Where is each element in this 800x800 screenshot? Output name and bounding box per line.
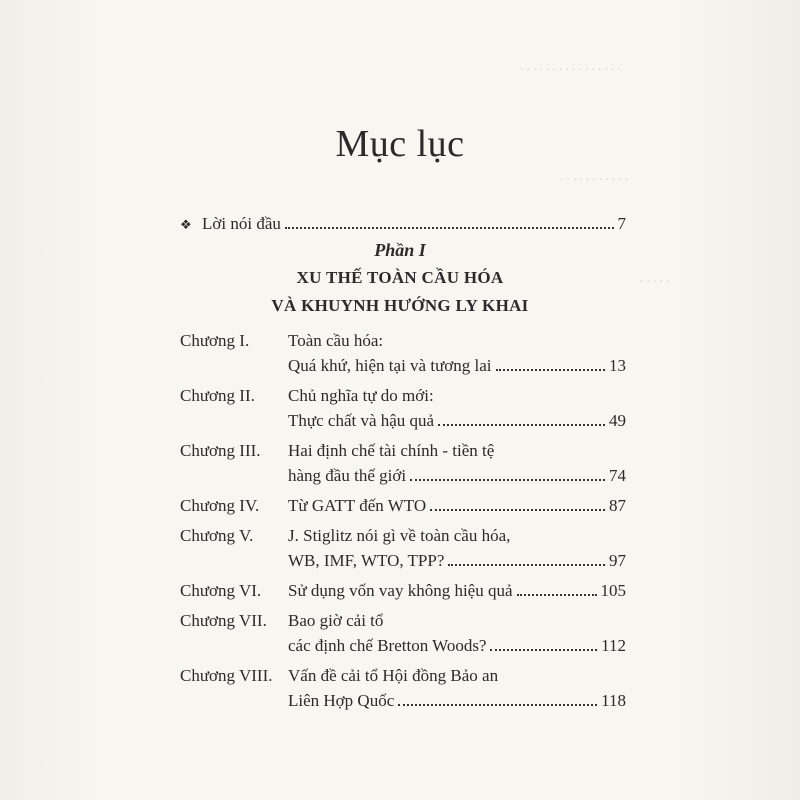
toc-chapter-entry xyxy=(180,493,626,518)
dot-leader xyxy=(410,478,605,481)
toc-page-number: 13 xyxy=(609,356,626,375)
toc-page-number: 49 xyxy=(609,411,626,430)
toc-page-number: 7 xyxy=(617,214,626,233)
toc-chapter-entry xyxy=(180,663,626,713)
toc-page-number: 112 xyxy=(601,636,626,655)
chapter-title-text: Liên Hợp Quốc xyxy=(288,691,395,710)
diamond-bullet-icon: ❖ xyxy=(180,217,192,232)
dot-leader xyxy=(285,226,614,229)
chapter-title-line: Toàn cầu hóa: xyxy=(288,331,384,350)
chapter-title-last-line xyxy=(288,633,626,658)
dot-leader xyxy=(448,563,605,566)
chapter-title-text: Thực chất và hậu quả xyxy=(288,411,435,430)
chapter-title-last-line xyxy=(288,548,626,573)
dot-leader xyxy=(438,423,605,426)
chapter-title-line: Vấn đề cải tổ Hội đồng Bảo an xyxy=(288,666,499,685)
toc-chapter-entry xyxy=(180,438,626,488)
toc-page-number: 87 xyxy=(609,496,626,515)
chapter-title-text: WB, IMF, WTO, TPP? xyxy=(288,551,445,570)
toc-entry-label: Lời nói đầu xyxy=(202,214,281,233)
bleed-through-text: . . . . . xyxy=(640,270,670,285)
chapter-title-last-line xyxy=(288,688,626,713)
chapter-title-text: các định chế Bretton Woods? xyxy=(288,636,487,655)
chapter-label: Chương VII. xyxy=(180,611,267,630)
part-title-line-2: VÀ KHUYNH HƯỚNG LY KHAI xyxy=(271,296,529,315)
chapter-title-line: Hai định chế tài chính - tiền tệ xyxy=(288,441,495,460)
dot-leader xyxy=(517,593,597,596)
chapter-title-last-line xyxy=(288,463,626,488)
toc-chapter-entry xyxy=(180,523,626,573)
chapter-title-text: Từ GATT đến WTO xyxy=(288,496,427,515)
part-label: Phần I xyxy=(374,240,426,260)
toc-entry-intro xyxy=(180,214,626,238)
chapter-title-last-line xyxy=(288,353,626,378)
chapter-title xyxy=(288,383,626,433)
toc-chapter-entry xyxy=(180,578,626,603)
chapter-title-text: Quá khứ, hiện tại và tương lai xyxy=(288,356,492,375)
chapter-title-line: Chủ nghĩa tự do mới: xyxy=(288,386,434,405)
part-title-line-1: XU THẾ TOÀN CẦU HÓA xyxy=(296,268,504,287)
chapter-label: Chương III. xyxy=(180,441,261,460)
dot-leader xyxy=(430,508,605,511)
chapter-label: Chương VIII. xyxy=(180,666,273,685)
toc-chapter-entry xyxy=(180,328,626,378)
toc-page-number: 118 xyxy=(601,691,626,710)
bleed-through-text: . . . . . . . . . . . xyxy=(560,168,629,183)
chapter-label: Chương IV. xyxy=(180,496,260,515)
toc-chapter-entry xyxy=(180,383,626,433)
dot-leader xyxy=(496,368,605,371)
bleed-through-text: . . . . . . . . . . . . . . . . xyxy=(520,58,621,73)
chapter-label: Chương V. xyxy=(180,526,254,545)
chapter-label: Chương VI. xyxy=(180,581,262,600)
dot-leader xyxy=(398,703,597,706)
chapter-title-text: hàng đầu thế giới xyxy=(288,466,407,485)
chapter-title xyxy=(288,608,626,658)
chapter-title-last-line xyxy=(288,578,626,603)
chapter-title xyxy=(288,328,626,378)
chapter-title-line: J. Stiglitz nói gì về toàn cầu hóa, xyxy=(288,526,511,545)
toc-page-number: 74 xyxy=(609,466,626,485)
chapter-title xyxy=(288,578,626,603)
chapter-title xyxy=(288,663,626,713)
toc-page-number: 97 xyxy=(609,551,626,570)
chapter-title xyxy=(288,493,626,518)
chapter-title xyxy=(288,523,626,573)
toc-chapter-entry xyxy=(180,608,626,658)
toc-page-number: 105 xyxy=(600,581,626,600)
chapter-label: Chương I. xyxy=(180,331,250,350)
chapter-label: Chương II. xyxy=(180,386,255,405)
chapter-list xyxy=(180,328,626,718)
page-title: Mục lục xyxy=(335,123,465,165)
chapter-title-text: Sử dụng vốn vay không hiệu quả xyxy=(288,581,513,600)
chapter-title xyxy=(288,438,626,488)
chapter-title-last-line xyxy=(288,408,626,433)
chapter-title-last-line xyxy=(288,493,626,518)
dot-leader xyxy=(490,648,597,651)
chapter-title-line: Bao giờ cải tổ xyxy=(288,611,384,630)
